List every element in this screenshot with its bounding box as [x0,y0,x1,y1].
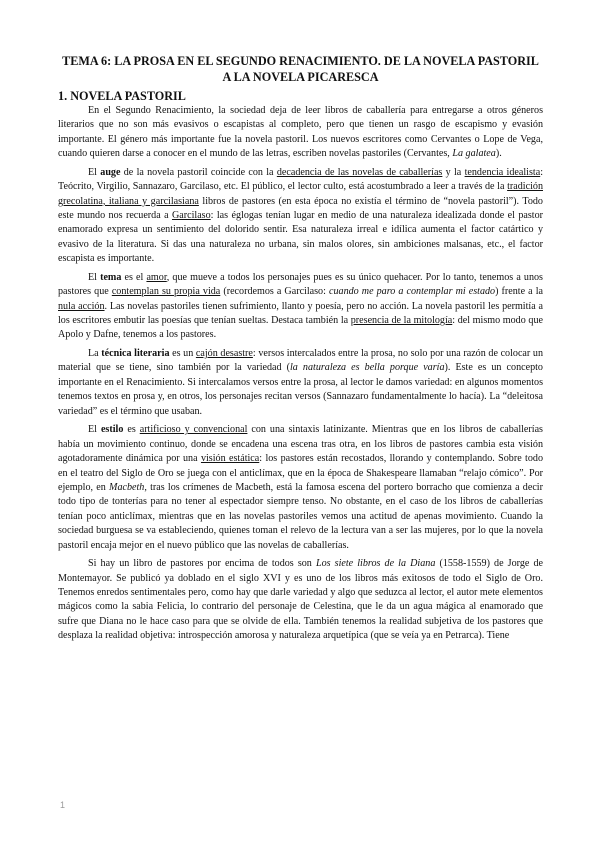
paragraph-tecnica: La técnica literaria es un cajón desastre: versos intercalados entre la prosa, no solo por una razón de colocar un material que se tiene, sino también por la variedad (la naturaleza es bella porque varía). Este es un concepto importante en el Renacimiento. Si intercalamos versos entre la prosa, al lector le damos variedad: en algunos momentos tenemos textos en prosa y, en otros, los personajes recitan versos (Sannazaro fundamentalmente lo hacía). La “deleitosa variedad” es el término que usaban. [58,348,543,417]
title-line-1: TEMA 6: LA PROSA EN EL SEGUNDO RENACIMIENTO. DE LA NOVELA PASTORIL [62,54,539,68]
paragraph-diana: Si hay un libro de pastores por encima de todos son Los siete libros de la Diana (1558-1559) de Jorge de Montemayor. Se publicó ya doblado en el siglo XVI y es uno de los libros más exitosos de todo el Siglo de Oro. Tenemos enredos sentimentales pero, como hay que darle variedad y algo que seduzca al lector, el autor mete elementos mágicos como la sabia Felicia, lo contrario del personaje de Celestina, que le da un agua mágica al enamorado que sufre que Diana no le hace caso para que se olvide de ella. También tenemos la realidad subjetiva de los pastores que desplaza la realidad objetiva: introspección amorosa y naturaleza arquetípica (que se veía ya en Petrarca). Tiene [58,558,543,642]
document-body [58,104,543,648]
paragraph-auge: El auge de la novela pastoril coincide con la decadencia de las novelas de caballerías y la tendencia idealista: Teócrito, Virgilio, Sannazaro, Garcilaso, etc. El público, el lector culto, está acostumbrado a leer a través de la tradición grecolatina, italiana y garcilasiana libros de pastores (en esta época no existía el término de “novela pastoril”). Todo este mundo nos recuerda a Garcilaso: las églogas tenían lugar en medio de una naturaleza idealizada donde el pastor enamorado expresa un sentimiento del dolorido sentir. Esa naturaleza irreal e idílica aumenta el factor catártico y evasivo de la literatura. Si das una naturaleza no urbana, sin malos olores, sin ambiciones malsanas, etc., el factor escapista es importante. [58,166,544,265]
document-title [58,54,543,85]
paragraph-tema: El tema es el amor, que mueve a todos los personajes pues es su único quehacer. Por lo tanto, tenemos a unos pastores que contemplan su propia vida (recordemos a Garcilaso: cuando me paro a contemplar mi estado) frente a la nula acción. Las novelas pastoriles tienen sufrimiento, llanto y poesía, pero no acción. La novela pastoril les permitía a los escritores embutir las poesías que tenían sueltas. Destaca también la presencia de la mitología: del mismo modo que Apolo y Dafne, tenemos a los pastores. [58,271,543,341]
paragraph-intro: En el Segundo Renacimiento, la sociedad deja de leer libros de caballería para entregarse a otros géneros literarios que no son más evasivos o escapistas al completo, pero que tienen un rasgo de escapismo y evasión importante. El género más importante fue la novela pastoril. Los nuevos escritores como Cervantes o Lope de Vega, cuando quieren darse a conocer en el mundo de las letras, escriben novelas pastoriles (Cervantes, La galatea). [58,105,543,160]
page-number: 1 [60,800,66,810]
paragraph-estilo: El estilo es artificioso y convencional con una sintaxis latinizante. Mientras que en los libros de caballerías había un movimiento continuo, donde se encadena una escena tras otra, en los libros de pastores cambia esta visión agotadoramente dinámica por una visión estática: los pastores están recostados, llorando y contemplando. Sobre todo en el teatro del Siglo de Oro se juega con el anticlímax, que en la época de Shakespeare llamaban “relajo cómico”. Por ejemplo, en Macbeth, tras los crímenes de Macbeth, está la famosa escena del portero borracho que comienza a decir todo tipo de tonterías para no tener al espectador siempre tenso. No obstante, en el caso de los libros de caballerías tenían poco anticlímax, mientras que en las novelas pastoriles vemos una actitud de apenas movimiento. Cuando la sociedad burguesa se va estableciendo, quienes toman el relevo de la lectura van a ser las mujeres, por lo que la novela pastoril encaja mejor en el nuevo público que las novelas de caballerías. [58,424,543,551]
title-line-2: A LA NOVELA PICARESCA [222,69,379,84]
section-heading: 1. NOVELA PASTORIL [58,89,186,103]
